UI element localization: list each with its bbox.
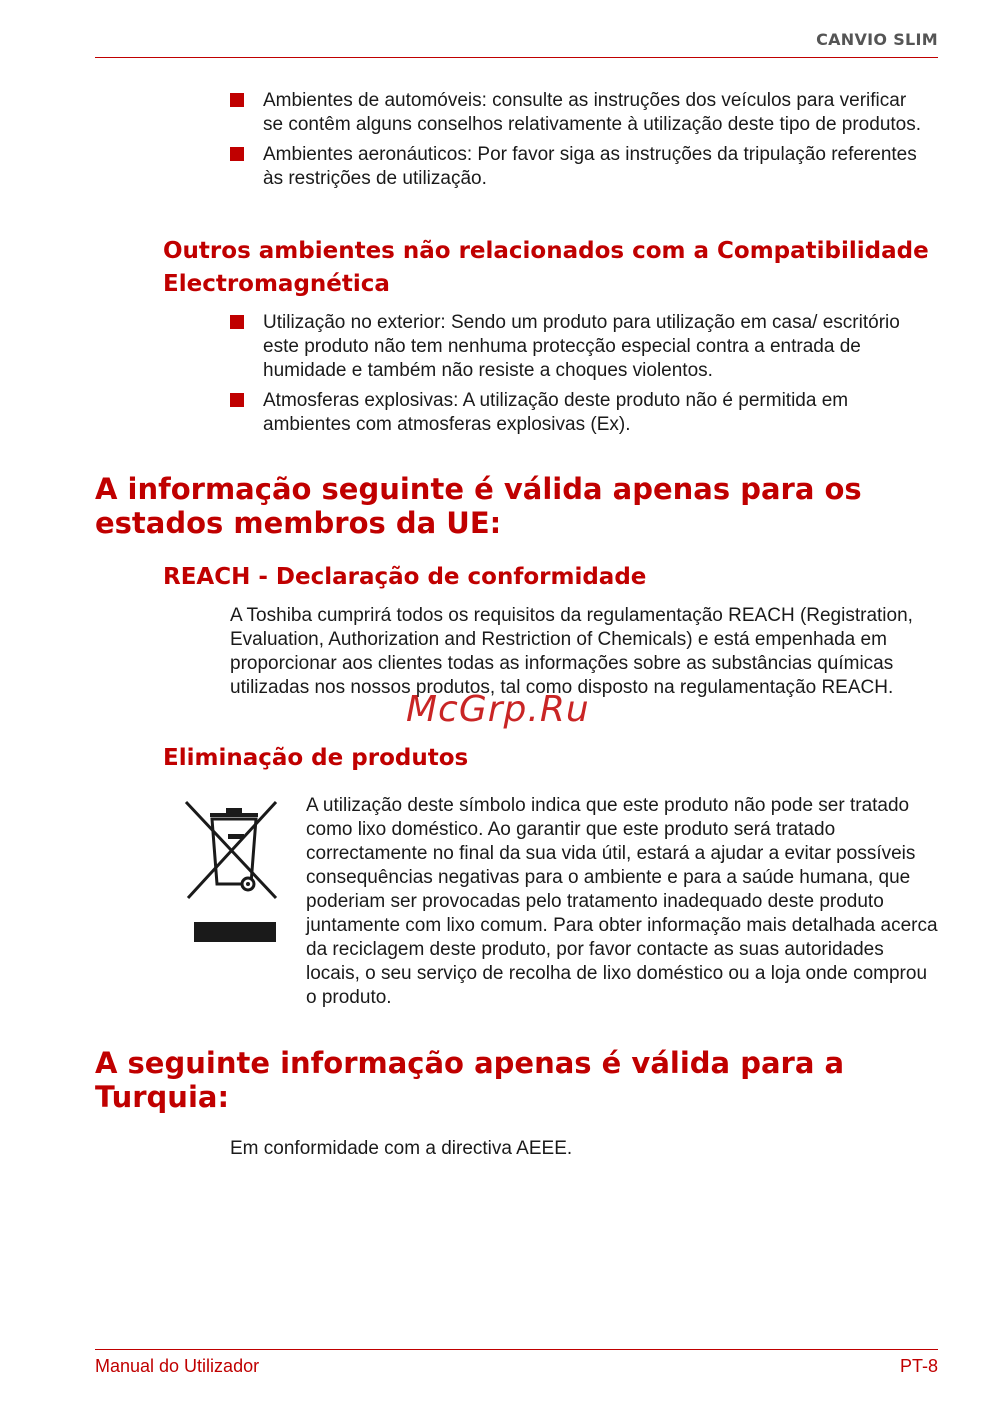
running-header-title: CANVIO SLIM xyxy=(816,30,938,49)
bullet-list-environments xyxy=(230,89,930,197)
footer-page-number: PT-8 xyxy=(899,1356,938,1376)
header-rule xyxy=(95,57,938,58)
list-item-text: Ambientes aeronáuticos: Por favor siga as instruções da tripulação referentes às restrições de utilização. xyxy=(263,144,917,189)
square-bullet-icon xyxy=(230,147,244,161)
heading-eliminacao: Eliminação de produtos xyxy=(163,745,469,771)
heading-reach: REACH - Declaração de conformidade xyxy=(163,564,647,590)
footer-rule xyxy=(95,1349,938,1350)
list-item xyxy=(230,89,930,137)
list-item-text: Atmosferas explosivas: A utilização deste produto não é permitida em ambientes com atmosferas explosivas (Ex). xyxy=(263,390,849,435)
square-bullet-icon xyxy=(230,93,244,107)
square-bullet-icon xyxy=(230,393,244,407)
bullet-list-outros xyxy=(230,311,930,443)
disposal-paragraph: A utilização deste símbolo indica que este produto não pode ser tratado como lixo doméstico. Ao garantir que este produto será tratado correctamente no final da sua vida útil, estará a ajudar a evitar possíveis consequências negativas para o ambiente e para a saúde humana, que poderiam ser provocadas pelo tratamento inadequado deste produto juntamente com lixo comum. Para obter informação mais detalhada acerca da reciclagem deste produto, por favor contacte as suas autoridades locais, o seu serviço de recolha de lixo doméstico ou a loja onde comprou o produto. xyxy=(306,795,938,1008)
square-bullet-icon xyxy=(230,315,244,329)
heading-ue: A informação seguinte é válida apenas para os estados membros da UE: xyxy=(95,472,862,540)
list-item xyxy=(230,389,930,437)
list-item xyxy=(230,311,930,383)
turquia-paragraph: Em conformidade com a directiva AEEE. xyxy=(230,1138,573,1159)
footer-manual-title: Manual do Utilizador xyxy=(95,1356,260,1376)
list-item xyxy=(230,143,930,191)
reach-paragraph: A Toshiba cumprirá todos os requisitos da regulamentação REACH (Registration, Evaluation, Authorization and Restriction of Chemicals) e está empenhada em proporcionar aos clientes todas as informações sobre as substâncias químicas utilizadas nos nossos produtos, tal como disposto na regulamentação REACH. xyxy=(230,605,913,698)
weee-crossed-bin-icon xyxy=(180,796,280,946)
heading-turquia: A seguinte informação apenas é válida para a Turquia: xyxy=(95,1046,845,1114)
watermark-text: McGrp.Ru xyxy=(406,689,590,730)
list-item-text: Ambientes de automóveis: consulte as instruções dos veículos para verificar se contêm alguns conselhos relativamente à utilização deste tipo de produtos. xyxy=(263,90,922,135)
heading-outros-ambientes: Outros ambientes não relacionados com a Compatibilidade Electromagnética xyxy=(163,238,929,297)
list-item-text: Utilização no exterior: Sendo um produto para utilização em casa/ escritório este produto não tem nenhuma protecção especial contra a entrada de humidade e também não resiste a choques violentos. xyxy=(263,312,900,381)
